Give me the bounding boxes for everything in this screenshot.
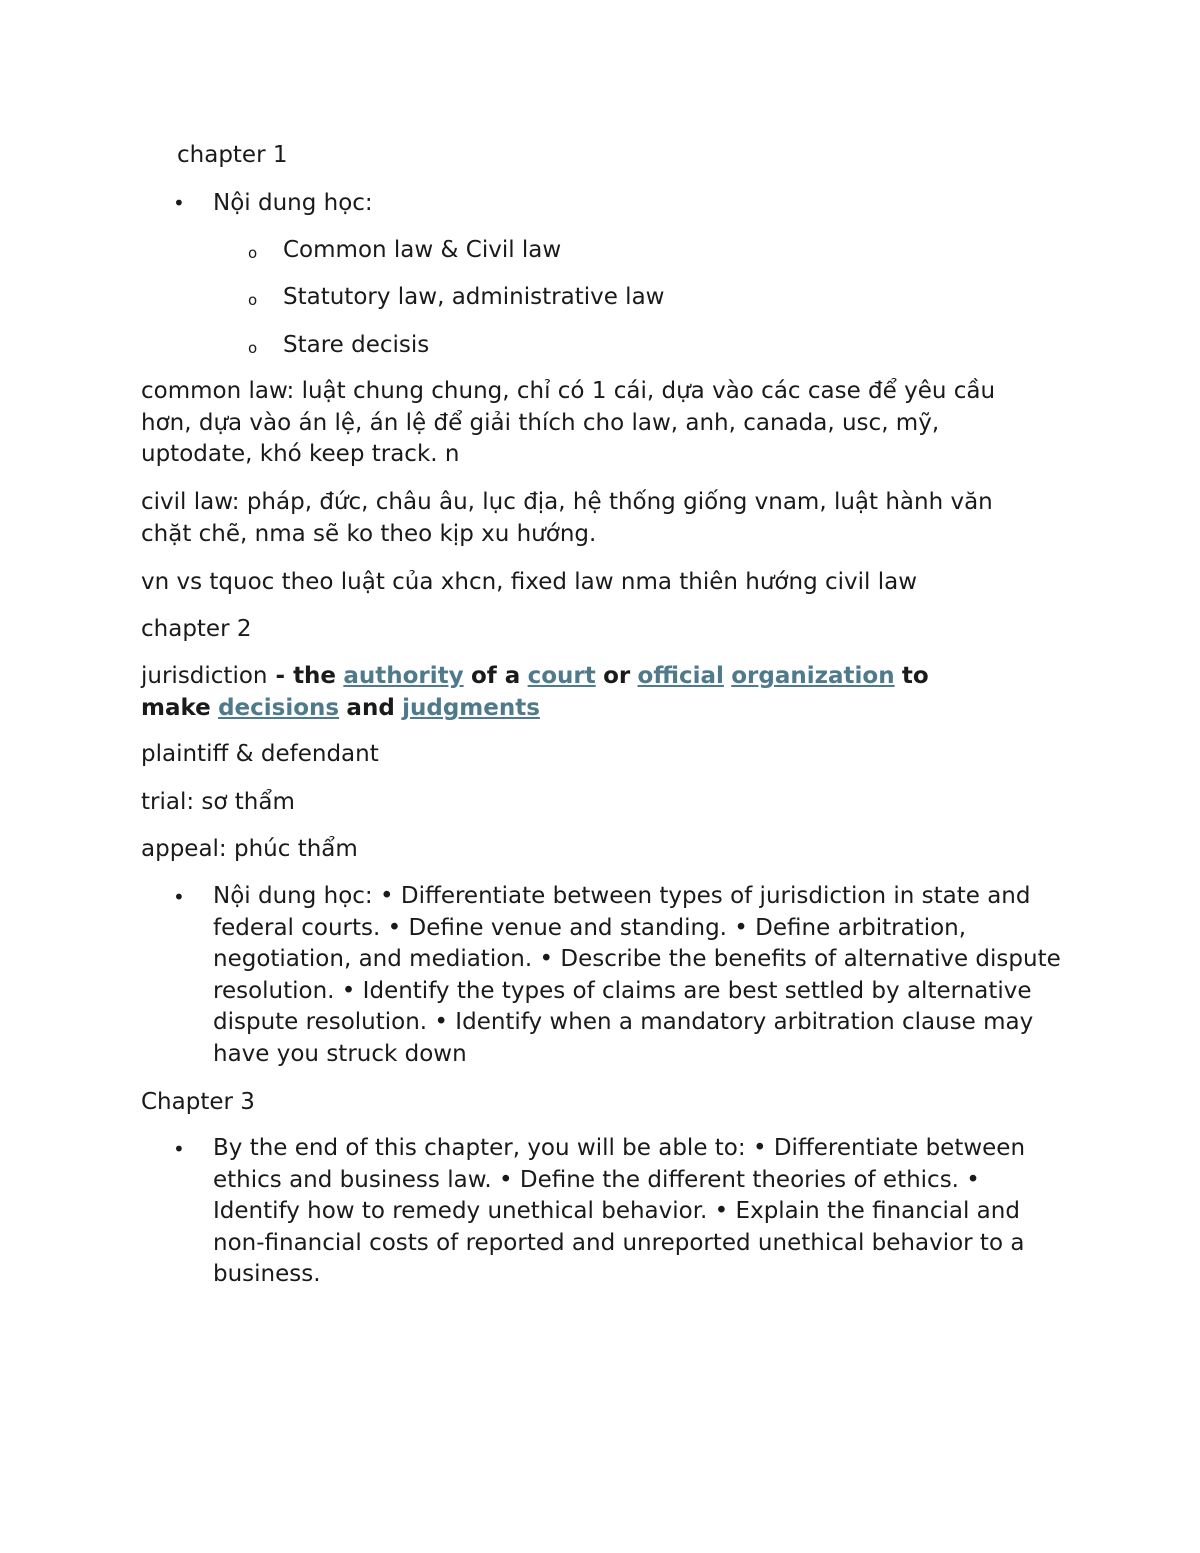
plaintiff-defendant-line: plaintiff & defendant (141, 741, 379, 767)
trial-line: trial: sơ thẩm (141, 789, 295, 815)
sub-bullet-icon: o (248, 291, 258, 309)
word-of-a: of a (470, 663, 521, 689)
bullet-icon: • (173, 191, 185, 215)
official-link[interactable]: official (637, 663, 724, 689)
decisions-link[interactable]: decisions (218, 695, 340, 721)
chapter-1-sub-item: Common law & Civil law (283, 237, 562, 263)
jurisdiction-separator: - (267, 663, 294, 689)
appeal-line: appeal: phúc thẩm (141, 836, 358, 862)
chapter-2-objectives: Nội dung học: • Differentiate between types of jurisdiction in state and federal courts. • Define venue and standing. • Define arbitration, negotiation, and mediation. • Describe the benefits of alternative dispute resolution. • Identify the types of claims are best settled by alternative dispute resolution. • Identify when a mandatory arbitration clause may have you struck down (213, 883, 1061, 1067)
vn-law-paragraph: vn vs tquoc theo luật của xhcn, fixed law nma thiên hướng civil law (141, 569, 918, 595)
chapter-2-heading: chapter 2 (141, 616, 252, 642)
authority-link[interactable]: authority (343, 663, 464, 689)
organization-link[interactable]: organization (731, 663, 895, 689)
jurisdiction-term: jurisdiction (141, 663, 268, 689)
word-or: or (603, 663, 631, 689)
common-law-paragraph: common law: luật chung chung, chỉ có 1 cái, dựa vào các case để yêu cầu hơn, dựa vào án lệ, án lệ để giải thích cho law, anh, canada, usc, mỹ, uptodate, khó keep track. n (141, 378, 996, 468)
chapter-1-sub-item: Statutory law, administrative law (283, 284, 665, 310)
sub-bullet-icon: o (248, 244, 258, 262)
bullet-icon: • (173, 1137, 185, 1161)
word-to: to (901, 663, 929, 689)
judgments-link[interactable]: judgments (402, 695, 540, 721)
civil-law-paragraph: civil law: pháp, đức, châu âu, lục địa, hệ thống giống vnam, luật hành văn chặt chẽ, nma sẽ ko theo kịp xu hướng. (141, 489, 993, 547)
chapter-1-bullet-label: Nội dung học: (213, 190, 373, 216)
word-make: make (141, 695, 211, 721)
chapter-1-sub-item: Stare decisis (283, 332, 430, 358)
chapter-3-objectives: By the end of this chapter, you will be able to: • Differentiate between ethics and business law. • Define the different theories of ethics. • Identify how to remedy unethical behavior. • Explain the financial and non-financial costs of reported and unreported unethical behavior to a business. (213, 1135, 1026, 1288)
word-the: the (293, 663, 337, 689)
jurisdiction-definition-line-2 (141, 692, 540, 724)
bullet-icon: • (173, 885, 185, 909)
court-link[interactable]: court (527, 663, 596, 689)
sub-bullet-icon: o (248, 339, 258, 357)
chapter-3-heading: Chapter 3 (141, 1089, 255, 1115)
chapter-1-heading: chapter 1 (177, 142, 288, 168)
jurisdiction-definition-line-1 (141, 660, 929, 692)
word-and: and (346, 695, 395, 721)
